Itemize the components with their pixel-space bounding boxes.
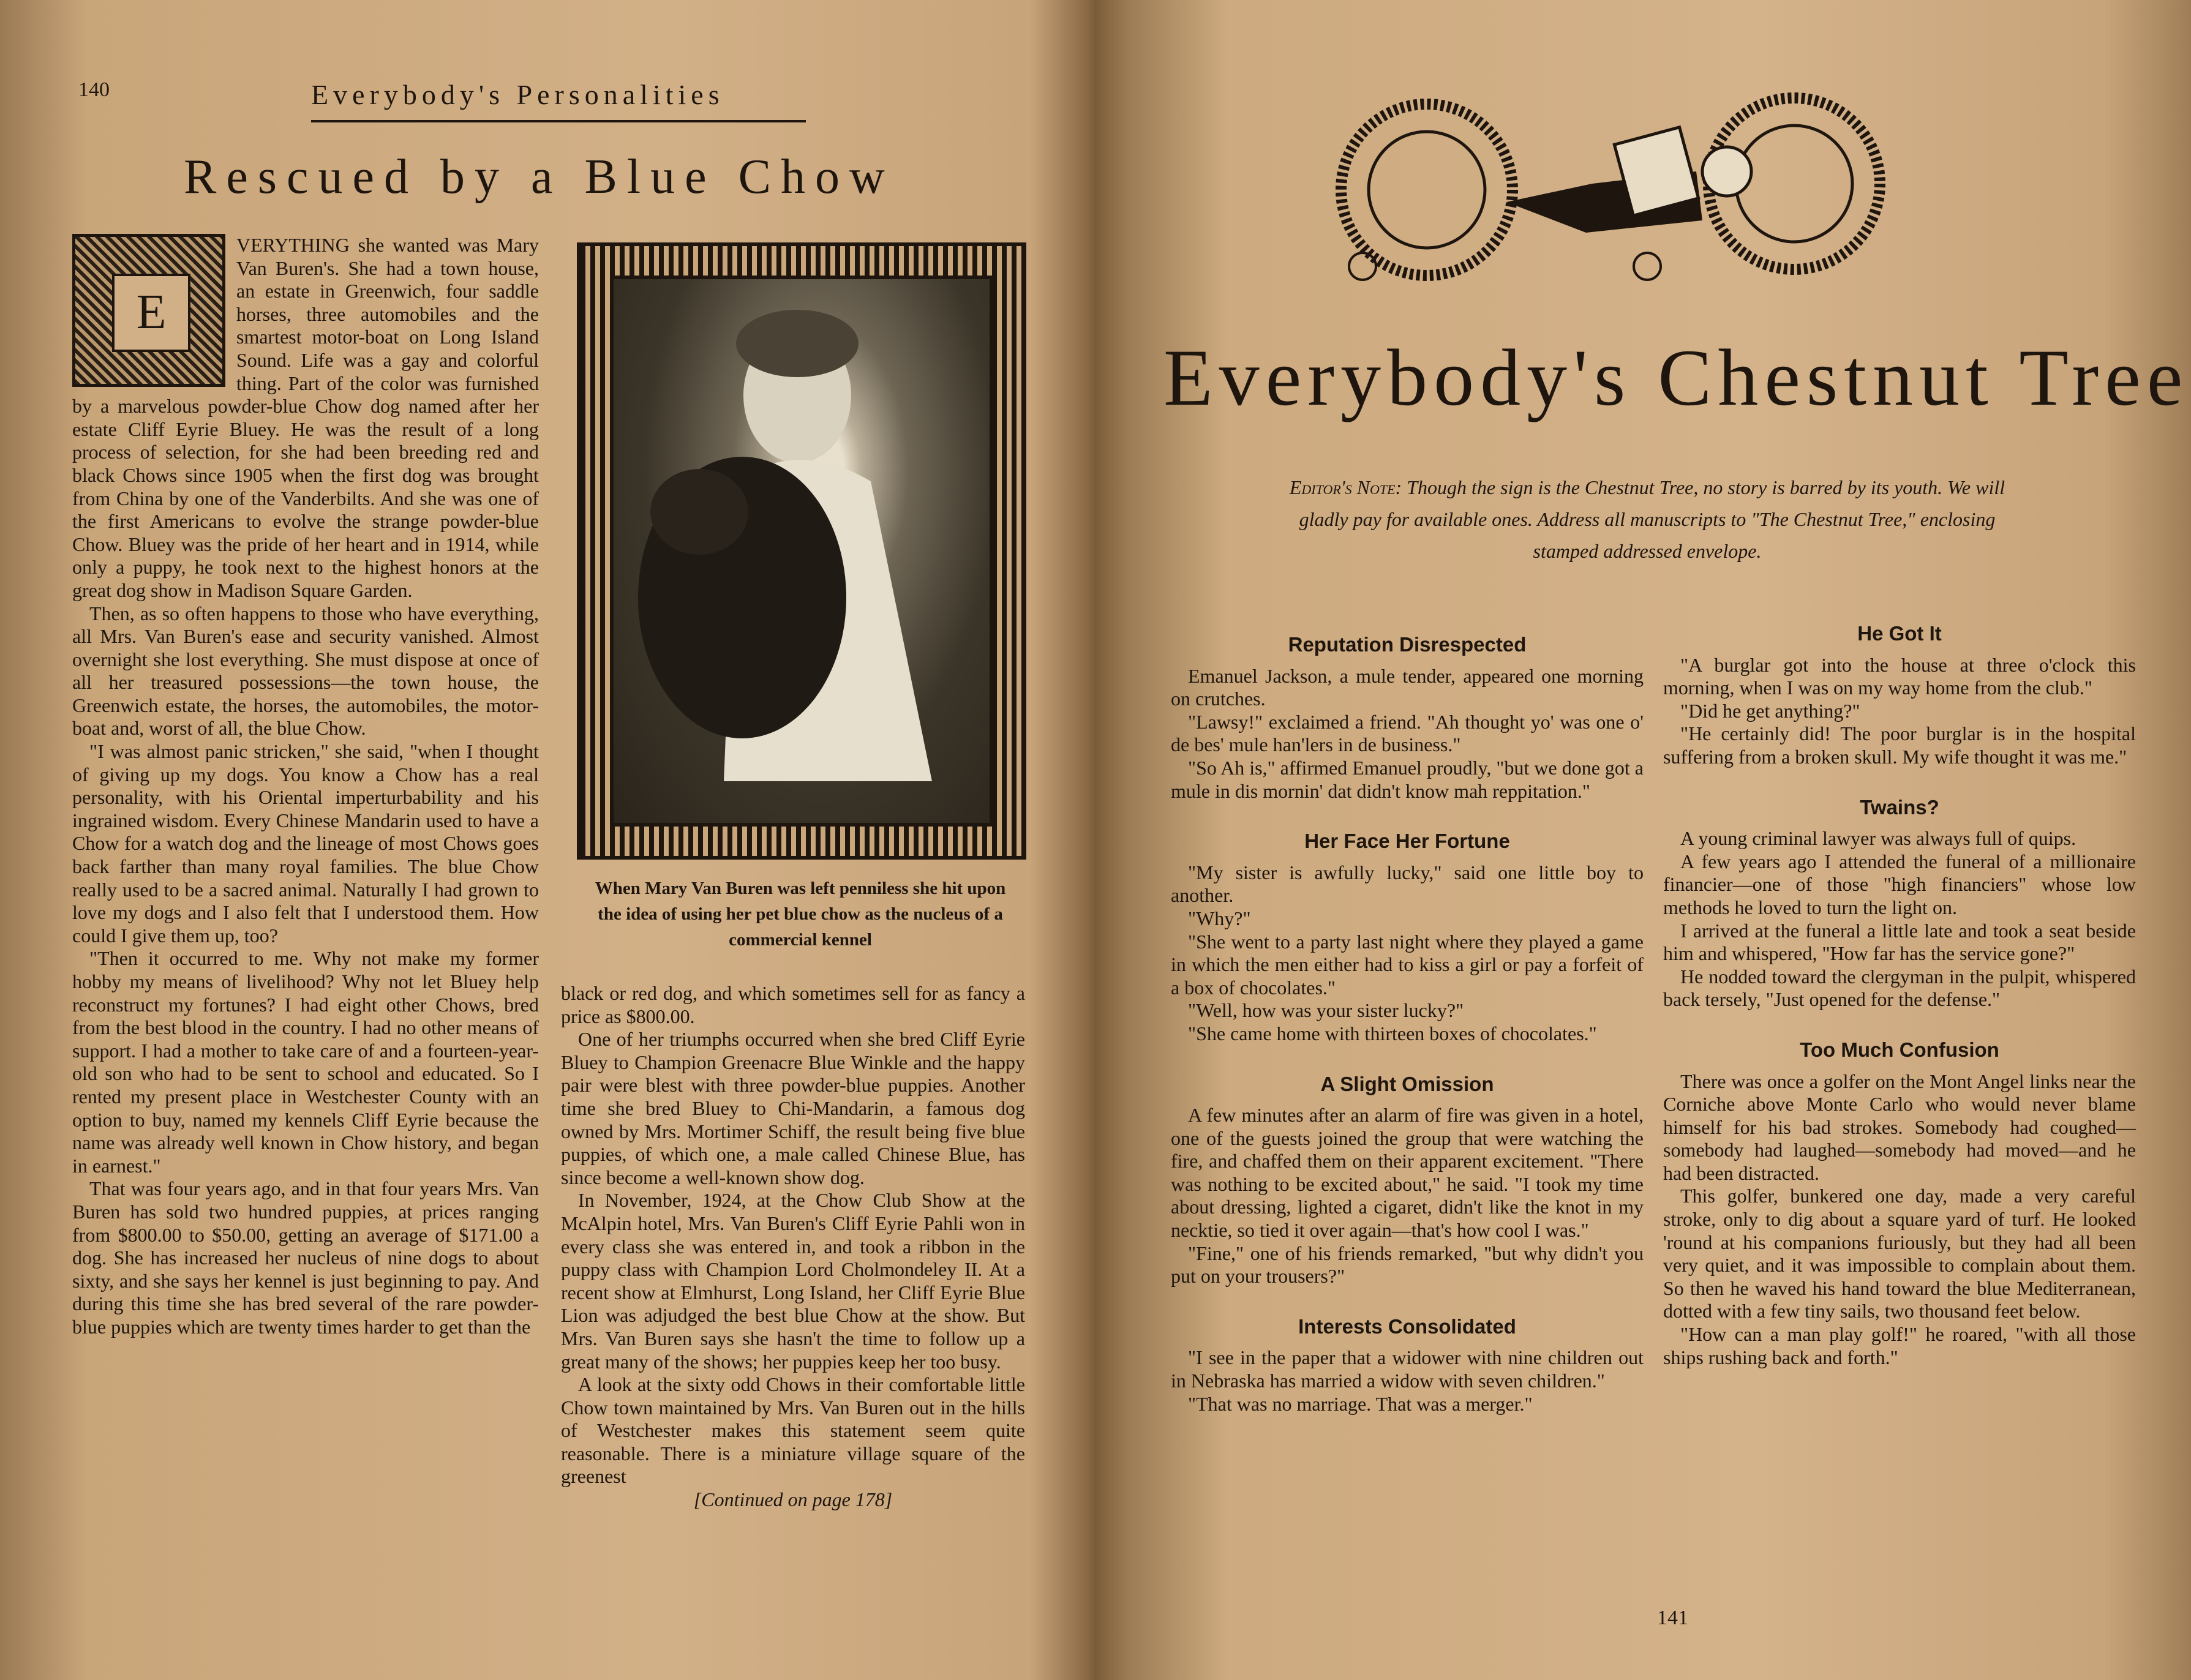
- joke-heading: Her Face Her Fortune: [1304, 830, 1510, 853]
- paragraph: "Then it occurred to me. Why not make my former hobby my means of livelihood? Why not let Bluey help reconstruct my fortunes? I had eight other Chows, bred from the best blood in the country. I had no other means of support. I had a mother to take care of and a fourteen-year-old son who had to be sent to school and educated. So I rented my present place in Westchester County with an option to buy, named my kennels Cliff Eyrie because the name was already well known in Chow history, and began in earnest.": [72, 947, 539, 1177]
- joke-a-slight-omission: [1171, 1073, 1644, 1288]
- paragraph: "Well, how was your sister lucky?": [1188, 999, 1464, 1022]
- paragraph: There was once a golfer on the Mont Angel links near the Corniche above Monte Carlo who would never blame himself for his bad strokes. Somebody had coughed—somebody had laughed—somebody had moved—and he had been distracted.: [1663, 1070, 2136, 1184]
- paragraph: VERYTHING she wanted was Mary Van Buren's. She had a town house, an estate in Greenwich, four saddle horses, three automobiles and the smartest motor-boat on Long Island Sound. Life was a gay and colorful thing. Part of the color was furnished by a marvelous powder-blue Chow dog named after her estate Cliff Eyrie Bluey. He was the result of a long process of selection, for she had been breeding red and black Chows since 1905 when the first dog was brought from China by one of the Vanderbilts. And she was one of the first Americans to evolve the strange powder-blue Chow. Bluey was the pride of her heart and in 1914, while only a puppy, he took next to the highest honors at the great dog show in Madison Square Garden.: [72, 234, 539, 601]
- drop-cap-letter: E: [112, 274, 190, 352]
- joke-reputation-disrespected: [1171, 633, 1644, 803]
- paragraph: "I was almost panic stricken," she said, "when I thought of giving up my dogs. You know a Chow has a real personality, with his Oriental imperturbability and his ingrained wisdom. Every Chinese Mandarin used to have a Chow for a watch dog and the lineage of most Chows goes back farther than many royal families. The blue Chow really used to be a sacred animal. Naturally I had grown to love my dogs and I also felt that I understood them. How could I give them up, too?: [72, 740, 539, 947]
- article-column-1: [72, 234, 539, 1339]
- paragraph: "A burglar got into the house at three o'clock this morning, when I was on my way home from the club.": [1663, 653, 2136, 699]
- left-page-number: 140: [78, 78, 110, 101]
- joke-heading: Too Much Confusion: [1800, 1038, 1999, 1061]
- photo-illustration: [614, 279, 990, 823]
- paragraph: One of her triumphs occurred when she bred Cliff Eyrie Bluey to Champion Greenacre Blue Winkle and the happy pair were blest with three powder-blue puppies. Another time she bred Bluey to Chi-Mandarin, a famous dog owned by Mrs. Mortimer Schiff, the result being five blue puppies, of which one, a male called Chinese Blue, has since become a well-known show dog.: [561, 1028, 1025, 1188]
- paragraph: In November, 1924, at the Chow Club Show at the McAlpin hotel, Mrs. Van Buren's Cliff Eyrie Pahli won in every class she was entered in, and took a ribbon in the puppy class with Champion Lord Cholmondeley II. At a recent show at Elmhurst, Long Island, her Cliff Eyrie Blue Lion was adjudged the best blue Chow at the show. But Mrs. Van Buren says she hasn't the time to follow up a great many of the shows; her puppies keep her too busy.: [561, 1189, 1025, 1373]
- running-head: Everybody's Personalities: [311, 79, 724, 110]
- jokes-column-1: [1171, 633, 1644, 1442]
- right-page-number: 141: [1657, 1607, 1688, 1629]
- joke-heading: Twains?: [1860, 795, 1939, 819]
- paragraph: "She went to a party last night where they played a game in which the men either had to kiss a girl or pay a forfeit of a box of chocolates.": [1171, 930, 1644, 999]
- drop-cap-ornament: [72, 234, 225, 387]
- photo-caption: When Mary Van Buren was left penniless she hit upon the idea of using her pet blue chow as the nucleus of a commercial kennel: [595, 879, 1006, 950]
- paragraph: "She came home with thirteen boxes of chocolates.": [1188, 1022, 1597, 1044]
- joke-her-face-her-fortune: [1171, 830, 1644, 1045]
- paragraph: A few years ago I attended the funeral of a millionaire financier—one of those "high financiers" whose low methods he loved to turn the light on.: [1663, 850, 2136, 918]
- paragraph: I arrived at the funeral a little late and took a seat beside him and whispered, "How far has the service gone?": [1663, 919, 2136, 965]
- joke-too-much-confusion: [1663, 1038, 2136, 1369]
- paragraph: "So Ah is," affirmed Emanuel proudly, "but we done got a mule in dis mornin' dat didn't know mah reppitation.": [1171, 756, 1644, 802]
- continued-note: [Continued on page 178]: [693, 1488, 893, 1511]
- joke-heading: Interests Consolidated: [1298, 1314, 1516, 1338]
- photo-woman-with-chow: [610, 276, 993, 827]
- paragraph: A young criminal lawyer was always full of quips.: [1680, 827, 2076, 850]
- joke-he-got-it: [1663, 622, 2136, 769]
- paragraph: He nodded toward the clergyman in the pulpit, whispered back tersely, "Just opened for the defense.": [1663, 965, 2136, 1011]
- paragraph: "That was no marriage. That was a merger.": [1188, 1392, 1533, 1415]
- paragraph: Emanuel Jackson, a mule tender, appeared one morning on crutches.: [1171, 664, 1644, 710]
- paragraph: That was four years ago, and in that four years Mrs. Van Buren has sold two hundred puppies, at prices ranging from $800.00 to $50.00, getting an average of $171.00 a dog. She has increased her nucleus of nine dogs to about sixty, and she says her kennel is just beginning to pay. And during this time she has bred several of the rare powder-blue puppies which are twenty times harder to get than the: [72, 1177, 539, 1338]
- paragraph: This golfer, bunkered one day, made a very careful stroke, only to dig about a square yard of turf. He looked 'round at his companions furiously, but they had all been very quiet, and it was impossible to complain about them. So then he waved his hand toward the blue Mediterranean, dotted with a few tiny sails, two thousand feet below.: [1663, 1185, 2136, 1322]
- chestnut-tree-illustration: [1304, 80, 1953, 294]
- article-title: Rescued by a Blue Chow: [184, 150, 895, 204]
- paragraph: "I see in the paper that a widower with nine children out in Nebraska has married a widow with seven children.": [1171, 1346, 1644, 1392]
- running-head-rule: [311, 120, 806, 122]
- joke-twains: [1663, 796, 2136, 1011]
- jokes-column-2: [1663, 622, 2136, 1396]
- joke-interests-consolidated: [1171, 1315, 1644, 1416]
- chestnut-tree-title: Everybody's Chestnut Tree: [1163, 332, 2189, 422]
- paragraph: "My sister is awfully lucky," said one little boy to another.: [1171, 861, 1644, 907]
- paragraph: A few minutes after an alarm of fire was given in a hotel, one of the guests joined the group that were watching the fire, and chaffed them on their apparent excitement. "There was nothing to be excited about," he said. "I took my time about dressing, lighted a cigaret, didn't like the knot in my necktie, so tied it over again—that's how cool I was.": [1171, 1104, 1644, 1242]
- paragraph: "Fine," one of his friends remarked, "but why didn't you put on your trousers?": [1171, 1242, 1644, 1288]
- paragraph: "Did he get anything?": [1680, 699, 1860, 722]
- article-column-2: [561, 982, 1025, 1512]
- paragraph: Then, as so often happens to those who have everything, all Mrs. Van Buren's ease and security vanished. Almost overnight she lost everything. She must dispose at once of all her treasured possessions—the town house, the Greenwich estate, the horses, the automobiles, the motor-boat and, worst of all, the blue Chow.: [72, 602, 539, 740]
- joke-heading: Reputation Disrespected: [1288, 633, 1527, 656]
- paragraph: "He certainly did! The poor burglar is in the hospital suffering from a broken skull. My wife thought it was me.": [1663, 722, 2136, 768]
- paragraph: black or red dog, and which sometimes sell for as fancy a price as $800.00.: [561, 982, 1025, 1027]
- paragraph: "Why?": [1188, 907, 1251, 929]
- photo-frame: [577, 242, 1026, 860]
- editors-note-label: Editor's Note:: [1289, 476, 1402, 498]
- joke-heading: A Slight Omission: [1320, 1072, 1494, 1095]
- editors-note: [1280, 471, 2015, 567]
- joke-heading: He Got It: [1857, 622, 1942, 645]
- paragraph: A look at the sixty odd Chows in their comfortable little Chow town maintained by Mrs. Van Buren out in the hills of Westchester makes this statement seem quite reasonable. There is a miniature village square of the greenest: [561, 1373, 1025, 1488]
- editors-note-text: Though the sign is the Chestnut Tree, no story is barred by its youth. We will gladly pay for available ones. Address all manuscripts to "The Chestnut Tree," enclosing stamped addressed envelope.: [1299, 476, 2005, 562]
- paragraph: "Lawsy!" exclaimed a friend. "Ah thought yo' was one o' de bes' mule han'lers in de business.": [1171, 710, 1644, 756]
- paragraph: "How can a man play golf!" he roared, "with all those ships rushing back and forth.": [1663, 1323, 2136, 1368]
